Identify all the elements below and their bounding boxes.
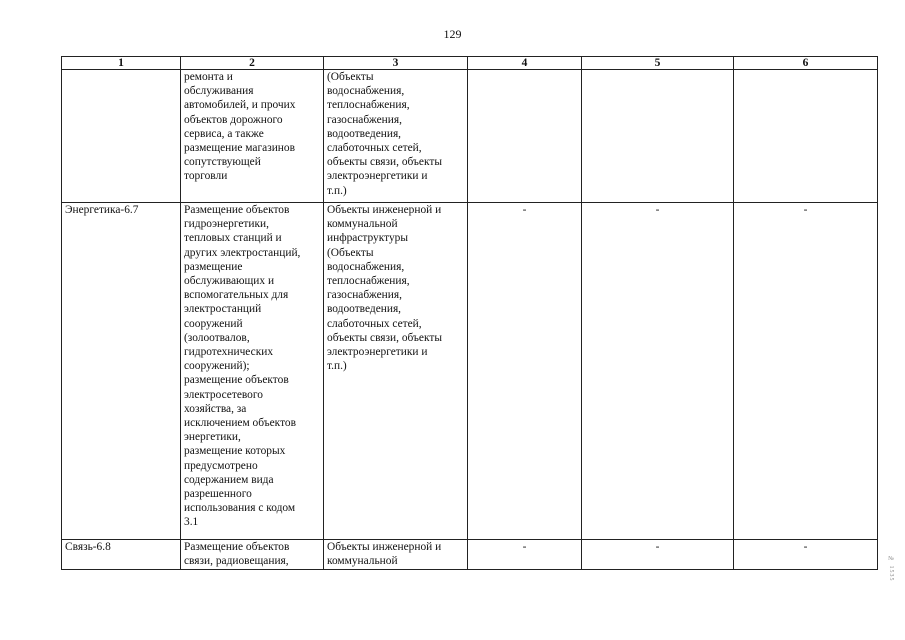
table-cell-objects: Объекты инженерной и коммунальной инфраструктуры (Объекты водоснабжения, теплоснабжения, газоснабжения, водоотведения, слаботочных сетей, объекты связи, объекты электроэнергетики и т.п.) [324, 203, 468, 540]
column-header-3: 3 [324, 57, 468, 70]
table-cell-description: Размещение объектов гидроэнергетики, тепловых станций и других электростанций, размещение обслуживающих и вспомогательных для электростанций сооружений (золоотвалов, гидротехнических сооружений); размещение объектов электросетевого хозяйства, за исключением объектов энергетики, размещение которых предусмотрено содержанием вида разрешенного использования с кодом 3.1 [181, 203, 324, 540]
table-cell-use-type: Энергетика-6.7 [62, 203, 181, 540]
table-cell-col4: - [468, 203, 582, 540]
table-cell-col5: - [582, 203, 734, 540]
table-row [62, 70, 878, 203]
table-cell-description: ремонта и обслуживания автомобилей, и прочих объектов дорожного сервиса, а также размещение магазинов сопутствующей торговли [181, 70, 324, 203]
table-cell-col6 [734, 70, 878, 203]
page-number: 129 [443, 27, 462, 41]
table-row [62, 540, 878, 570]
table-cell-col4: - [468, 540, 582, 570]
table-cell-objects: (Объекты водоснабжения, теплоснабжения, газоснабжения, водоотведения, слаботочных сетей, объекты связи, объекты электроэнергетики и т.п.) [324, 70, 468, 203]
table-cell-col6: - [734, 203, 878, 540]
table-cell-use-type: Связь-6.8 [62, 540, 181, 570]
table-cell-description: Размещение объектов связи, радиовещания, [181, 540, 324, 570]
table-cell-col6: - [734, 540, 878, 570]
table-row [62, 203, 878, 540]
table-header-row [62, 57, 878, 70]
column-header-2: 2 [181, 57, 324, 70]
column-header-6: 6 [734, 57, 878, 70]
column-header-5: 5 [582, 57, 734, 70]
column-header-4: 4 [468, 57, 582, 70]
zoning-table [61, 56, 878, 570]
table-cell-objects: Объекты инженерной и коммунальной [324, 540, 468, 570]
table-cell-col5: - [582, 540, 734, 570]
column-header-1: 1 [62, 57, 181, 70]
margin-stamp: № 1535 [888, 556, 894, 582]
table-cell-col5 [582, 70, 734, 203]
table-cell-use-type [62, 70, 181, 203]
table-cell-col4 [468, 70, 582, 203]
